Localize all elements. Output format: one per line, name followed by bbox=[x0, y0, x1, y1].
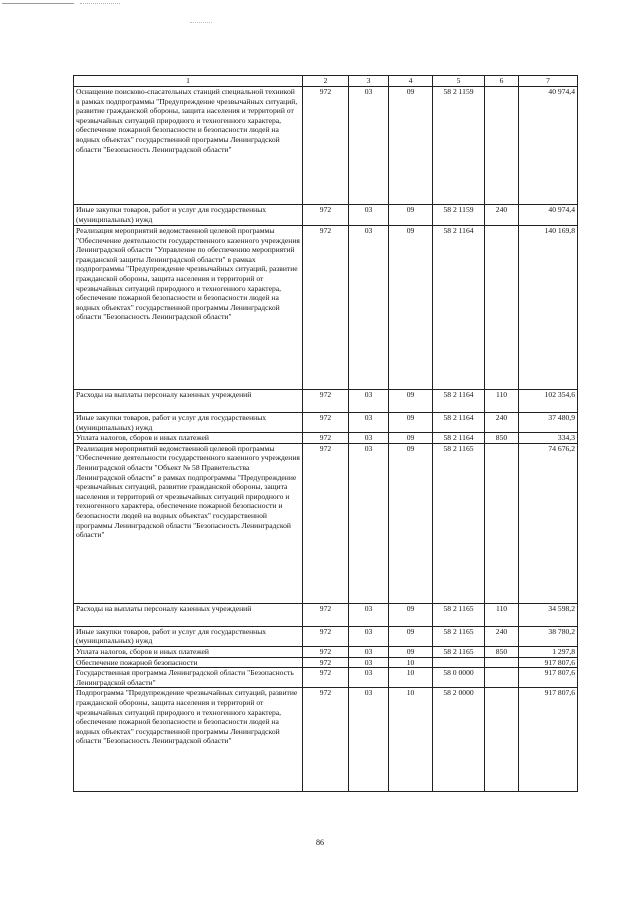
row-value-cell: 972 bbox=[303, 205, 349, 226]
row-value-cell: 917 807,6 bbox=[519, 657, 578, 668]
table-row bbox=[74, 443, 578, 603]
table-row bbox=[74, 413, 578, 433]
table-row bbox=[74, 688, 578, 792]
row-value-cell bbox=[485, 657, 519, 668]
row-name-cell: Иные закупки товаров, работ и услуг для государственных (муниципальных) нужд bbox=[74, 626, 303, 646]
row-value-cell: 58 2 1164 bbox=[433, 390, 485, 413]
row-value-cell: 58 2 1164 bbox=[433, 413, 485, 433]
row-name-cell: Реализация мероприятий ведомственной целевой программы "Обеспечение деятельности государственного казенного учреждения Ленинградской области "Объект № 58 Правительства Ленинградской области" в рамках подпрограммы "Предупреждение чрезвычайных ситуаций, развитие гражданской обороны, защита населения и территорий от чрезвычайных ситуаций природного и техногенного характера, обеспечение пожарной безопасности и безопасности людей на водных объектах" государственной программы Ленинградской области "Безопасность Ленинградской области" bbox=[74, 443, 303, 603]
row-value-cell: 09 bbox=[389, 626, 433, 646]
row-value-cell: 58 2 1159 bbox=[433, 205, 485, 226]
row-value-cell: 03 bbox=[349, 390, 389, 413]
row-value-cell: 972 bbox=[303, 87, 349, 205]
table-row bbox=[74, 668, 578, 688]
budget-table bbox=[73, 75, 578, 792]
row-value-cell: 58 2 1159 bbox=[433, 87, 485, 205]
row-value-cell: 09 bbox=[389, 87, 433, 205]
page-number: 86 bbox=[316, 838, 324, 847]
table-row bbox=[74, 226, 578, 390]
row-value-cell: 972 bbox=[303, 443, 349, 603]
row-value-cell: 917 807,6 bbox=[519, 688, 578, 792]
row-value-cell: 58 2 1165 bbox=[433, 626, 485, 646]
row-name-cell: Уплата налогов, сборов и иных платежей bbox=[74, 433, 303, 444]
row-value-cell: 972 bbox=[303, 603, 349, 626]
row-name-cell: Расходы на выплаты персоналу казенных учреждений bbox=[74, 603, 303, 626]
row-value-cell bbox=[485, 87, 519, 205]
row-value-cell: 972 bbox=[303, 226, 349, 390]
table-row bbox=[74, 205, 578, 226]
row-value-cell: 40 974,4 bbox=[519, 205, 578, 226]
scan-artifact bbox=[80, 3, 120, 4]
row-name-cell: Расходы на выплаты персоналу казенных учреждений bbox=[74, 390, 303, 413]
row-value-cell: 03 bbox=[349, 668, 389, 688]
row-value-cell: 972 bbox=[303, 433, 349, 444]
row-value-cell: 972 bbox=[303, 657, 349, 668]
row-value-cell: 09 bbox=[389, 646, 433, 657]
row-value-cell: 972 bbox=[303, 688, 349, 792]
row-value-cell: 09 bbox=[389, 226, 433, 390]
column-header: 6 bbox=[485, 76, 519, 87]
row-value-cell: 03 bbox=[349, 433, 389, 444]
row-value-cell: 09 bbox=[389, 390, 433, 413]
row-value-cell: 917 807,6 bbox=[519, 668, 578, 688]
row-name-cell: Иные закупки товаров, работ и услуг для государственных (муниципальных) нужд bbox=[74, 205, 303, 226]
row-value-cell: 240 bbox=[485, 413, 519, 433]
row-value-cell: 58 2 1164 bbox=[433, 226, 485, 390]
row-value-cell: 850 bbox=[485, 646, 519, 657]
row-name-cell: Оснащение поисково-спасательных станций специальной техникой в рамках подпрограммы "Предупреждение чрезвычайных ситуаций, развитие гражданской обороны, защита населения и территорий от чрезвычайных ситуаций природного и техногенного характера, обеспечение пожарной безопасности и безопасности людей на водных объектах" государственной программы Ленинградской области "Безопасность Ленинградской области" bbox=[74, 87, 303, 205]
column-header: 3 bbox=[349, 76, 389, 87]
row-value-cell: 110 bbox=[485, 603, 519, 626]
row-value-cell: 972 bbox=[303, 390, 349, 413]
row-value-cell: 972 bbox=[303, 626, 349, 646]
column-header: 4 bbox=[389, 76, 433, 87]
scan-artifact bbox=[2, 3, 74, 4]
row-value-cell: 972 bbox=[303, 668, 349, 688]
table-row bbox=[74, 603, 578, 626]
row-value-cell: 972 bbox=[303, 413, 349, 433]
row-name-cell: Реализация мероприятий ведомственной целевой программы "Обеспечение деятельности государственного казенного учреждения Ленинградской области "Управление по обеспечению мероприятий гражданской защиты Ленинградской области" в рамках подпрограммы "Предупреждение чрезвычайных ситуаций, развитие гражданской обороны, защита населения и территорий от чрезвычайных ситуаций природного и техногенного характера, обеспечение пожарной безопасности и безопасности людей на водных объектах" государственной программы Ленинградской области "Безопасность Ленинградской области" bbox=[74, 226, 303, 390]
row-value-cell bbox=[433, 657, 485, 668]
row-value-cell: 37 480,9 bbox=[519, 413, 578, 433]
row-value-cell bbox=[485, 688, 519, 792]
row-value-cell: 110 bbox=[485, 390, 519, 413]
row-value-cell: 09 bbox=[389, 413, 433, 433]
row-value-cell: 03 bbox=[349, 226, 389, 390]
row-value-cell: 03 bbox=[349, 205, 389, 226]
row-value-cell: 58 2 1164 bbox=[433, 433, 485, 444]
row-value-cell: 10 bbox=[389, 657, 433, 668]
row-name-cell: Подпрограмма "Предупреждение чрезвычайных ситуаций, развитие гражданской обороны, защита населения и территорий от чрезвычайных ситуаций природного и техногенного характера, обеспечение пожарной безопасности и безопасности людей на водных объектах" государственной программы Ленинградской области "Безопасность Ленинградской области" bbox=[74, 688, 303, 792]
row-value-cell: 10 bbox=[389, 668, 433, 688]
table-row bbox=[74, 657, 578, 668]
row-value-cell: 972 bbox=[303, 646, 349, 657]
row-value-cell: 334,3 bbox=[519, 433, 578, 444]
row-value-cell: 03 bbox=[349, 603, 389, 626]
row-value-cell: 102 354,6 bbox=[519, 390, 578, 413]
row-value-cell: 09 bbox=[389, 205, 433, 226]
row-value-cell: 58 2 1165 bbox=[433, 603, 485, 626]
column-header: 2 bbox=[303, 76, 349, 87]
row-value-cell: 240 bbox=[485, 205, 519, 226]
column-header: 5 bbox=[433, 76, 485, 87]
row-value-cell: 58 2 1165 bbox=[433, 443, 485, 603]
row-value-cell: 10 bbox=[389, 688, 433, 792]
row-value-cell: 58 0 0000 bbox=[433, 668, 485, 688]
row-value-cell: 03 bbox=[349, 87, 389, 205]
table-body bbox=[74, 87, 578, 792]
row-value-cell: 09 bbox=[389, 433, 433, 444]
row-value-cell: 38 780,2 bbox=[519, 626, 578, 646]
column-header: 7 bbox=[519, 76, 578, 87]
row-value-cell: 58 2 1165 bbox=[433, 646, 485, 657]
row-name-cell: Обеспечение пожарной безопасности bbox=[74, 657, 303, 668]
table-row bbox=[74, 646, 578, 657]
row-value-cell: 09 bbox=[389, 603, 433, 626]
row-value-cell: 240 bbox=[485, 626, 519, 646]
table-header-row bbox=[74, 76, 578, 87]
row-value-cell: 03 bbox=[349, 657, 389, 668]
row-value-cell bbox=[485, 443, 519, 603]
row-name-cell: Государственная программа Ленинградской области "Безопасность Ленинградской области" bbox=[74, 668, 303, 688]
row-value-cell: 34 598,2 bbox=[519, 603, 578, 626]
scan-artifact bbox=[190, 22, 212, 23]
row-value-cell: 03 bbox=[349, 626, 389, 646]
row-value-cell: 140 169,8 bbox=[519, 226, 578, 390]
row-value-cell: 850 bbox=[485, 433, 519, 444]
row-value-cell: 58 2 0000 bbox=[433, 688, 485, 792]
column-header: 1 bbox=[74, 76, 303, 87]
row-value-cell: 09 bbox=[389, 443, 433, 603]
table-row bbox=[74, 433, 578, 444]
table-row bbox=[74, 390, 578, 413]
row-value-cell: 03 bbox=[349, 413, 389, 433]
table-row bbox=[74, 626, 578, 646]
row-value-cell bbox=[485, 226, 519, 390]
row-value-cell: 74 676,2 bbox=[519, 443, 578, 603]
row-value-cell: 03 bbox=[349, 443, 389, 603]
row-value-cell bbox=[485, 668, 519, 688]
row-value-cell: 40 974,4 bbox=[519, 87, 578, 205]
row-name-cell: Уплата налогов, сборов и иных платежей bbox=[74, 646, 303, 657]
table-row bbox=[74, 87, 578, 205]
row-name-cell: Иные закупки товаров, работ и услуг для государственных (муниципальных) нужд bbox=[74, 413, 303, 433]
row-value-cell: 03 bbox=[349, 688, 389, 792]
row-value-cell: 1 297,8 bbox=[519, 646, 578, 657]
row-value-cell: 03 bbox=[349, 646, 389, 657]
